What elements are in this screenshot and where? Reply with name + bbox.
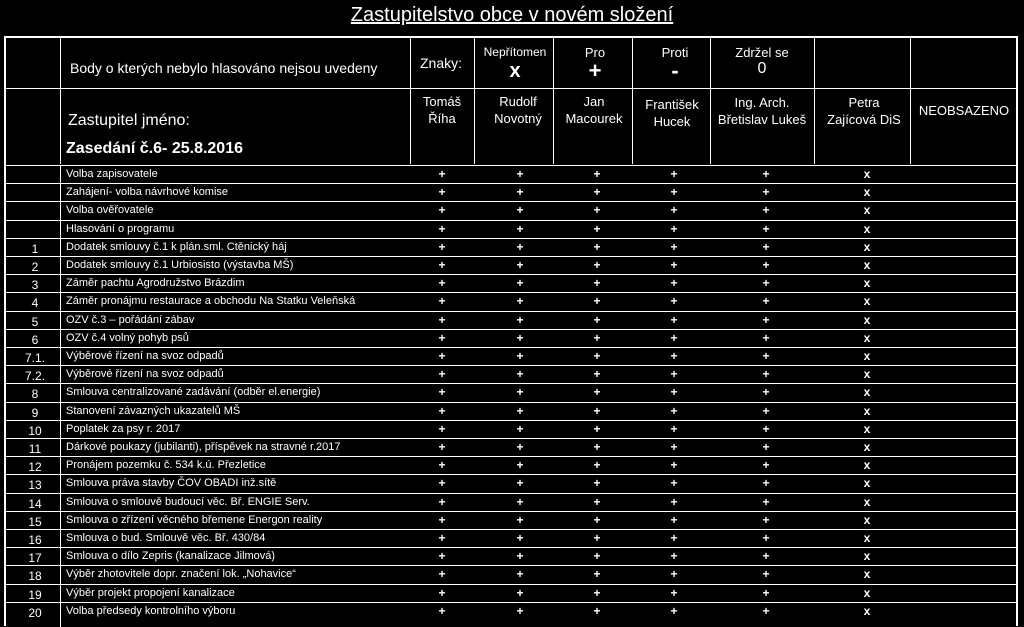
row-divider: [4, 365, 1018, 366]
vote-cell: +: [762, 385, 770, 399]
row-item-text: Poplatek za psy r. 2017: [66, 423, 181, 435]
vote-cell: +: [762, 367, 770, 381]
vote-cell: +: [438, 586, 446, 600]
vote-cell: +: [670, 331, 678, 345]
vote-cell: +: [438, 203, 446, 217]
vote-cell: +: [670, 476, 678, 490]
vote-cell: +: [670, 167, 678, 181]
vote-cell: +: [762, 404, 770, 418]
vote-cell: +: [516, 294, 524, 308]
vote-cell: +: [516, 549, 524, 563]
vote-cell: +: [438, 185, 446, 199]
vote-cell: +: [438, 513, 446, 527]
vote-cell: +: [670, 513, 678, 527]
row-number: 3: [31, 278, 39, 292]
vote-cell: +: [438, 222, 446, 236]
vote-cell: +: [762, 513, 770, 527]
row-divider: [4, 493, 1018, 494]
row-divider: [4, 201, 1018, 202]
row-item-text: Dodatek smlouvy č.1 Urbiosisto (výstavba MŠ): [66, 259, 294, 271]
vote-cell: x: [863, 604, 871, 618]
row-item-text: Smlouva centralizované zadávání (odběr el.energie): [66, 386, 321, 398]
vote-cell: +: [762, 531, 770, 545]
znaky-label: Znaky:: [420, 55, 463, 71]
row-number: 1: [31, 242, 39, 256]
legend-symbol-nepritomen: x: [509, 60, 521, 82]
zasedani-label: Zasedání č.6- 25.8.2016: [66, 140, 243, 157]
row-number: 7.1.: [24, 351, 45, 365]
intro-note: Body o kterých nebylo hlasováno nejsou uvedeny: [70, 60, 378, 76]
vote-cell: +: [516, 495, 524, 509]
vote-cell: +: [762, 276, 770, 290]
vote-cell: x: [863, 276, 871, 290]
row-item-text: Záměr pachtu Agrodružstvo Brázdim: [66, 277, 245, 289]
row-number: 6: [31, 333, 39, 347]
row-divider: [4, 511, 1018, 512]
row-item-text: Výběrové řízení na svoz odpadů: [66, 350, 224, 362]
member-6-name: Petra Zajícová DiS: [827, 95, 901, 127]
vote-cell: +: [593, 404, 601, 418]
vote-cell: +: [593, 313, 601, 327]
vote-cell: x: [863, 367, 871, 381]
vote-cell: +: [438, 567, 446, 581]
row-item-text: Dárkové poukazy (jubilanti), příspěvek na stravné r.2017: [66, 441, 341, 453]
vote-cell: +: [593, 222, 601, 236]
vote-cell: +: [438, 258, 446, 272]
row-item-text: Dodatek smlouvy č.1 k plán.sml. Ctěnický háj: [66, 241, 287, 253]
vote-cell: +: [516, 404, 524, 418]
row-divider: [4, 565, 1018, 566]
row-item-text: Smlouva práva stavby ČOV OBADI inž.sítě: [66, 477, 277, 489]
row-divider: [4, 220, 1018, 221]
vote-cell: +: [438, 549, 446, 563]
vote-cell: +: [670, 185, 678, 199]
vote-cell: x: [863, 567, 871, 581]
vote-cell: +: [516, 185, 524, 199]
vote-cell: +: [593, 476, 601, 490]
vote-cell: +: [670, 258, 678, 272]
vote-cell: +: [762, 586, 770, 600]
vote-cell: +: [762, 167, 770, 181]
vote-cell: +: [516, 604, 524, 618]
vote-cell: +: [438, 604, 446, 618]
vote-cell: +: [670, 422, 678, 436]
vote-cell: x: [863, 476, 871, 490]
row-divider: [4, 256, 1018, 257]
vote-cell: +: [762, 440, 770, 454]
vote-cell: +: [516, 422, 524, 436]
row-number: 18: [28, 569, 42, 583]
row-item-text: Zahájení- volba návrhové komise: [66, 186, 229, 198]
vote-cell: +: [593, 440, 601, 454]
vote-cell: x: [863, 404, 871, 418]
vote-cell: +: [762, 422, 770, 436]
vote-cell: +: [670, 549, 678, 563]
vote-cell: x: [863, 385, 871, 399]
row-number: 19: [28, 588, 42, 602]
row-number: 8: [31, 387, 39, 401]
vote-cell: x: [863, 440, 871, 454]
row-number: 20: [28, 606, 42, 620]
vote-cell: +: [438, 531, 446, 545]
row-number: 5: [31, 315, 39, 329]
vote-cell: x: [863, 349, 871, 363]
vote-cell: +: [762, 258, 770, 272]
member-2-name: Rudolf Novotný: [494, 94, 542, 126]
row-divider: [4, 383, 1018, 384]
row-number: 7.2.: [24, 369, 45, 383]
vote-cell: +: [762, 349, 770, 363]
vote-cell: +: [438, 349, 446, 363]
vote-cell: +: [593, 331, 601, 345]
vote-cell: +: [670, 313, 678, 327]
vote-cell: +: [762, 313, 770, 327]
vote-cell: +: [762, 458, 770, 472]
row-divider: [4, 602, 1018, 603]
row-item-text: OZV č.3 – pořádání zábav: [66, 314, 195, 326]
vote-cell: +: [762, 549, 770, 563]
row-number: 15: [28, 515, 42, 529]
vote-cell: +: [438, 385, 446, 399]
vote-cell: +: [593, 349, 601, 363]
vote-cell: +: [670, 531, 678, 545]
zastupitel-label: Zastupitel jméno:: [68, 112, 190, 129]
row-item-text: Pronájem pozemku č. 534 k.ú. Přezletice: [66, 459, 266, 471]
row-divider: [4, 165, 1018, 166]
row-item-text: Smlouva o zřízení věcného břemene Energon reality: [66, 514, 323, 526]
vote-cell: +: [593, 604, 601, 618]
vote-cell: +: [438, 367, 446, 381]
legend-symbol-zdrzel: 0: [757, 60, 767, 77]
row-number: 16: [28, 533, 42, 547]
row-divider: [4, 347, 1018, 348]
vote-cell: +: [593, 185, 601, 199]
row-number: 2: [31, 260, 39, 274]
vote-cell: +: [670, 276, 678, 290]
vote-cell: +: [438, 276, 446, 290]
vote-cell: +: [438, 458, 446, 472]
vote-cell: +: [516, 349, 524, 363]
row-number: 13: [28, 478, 42, 492]
legend-label-zdrzel: Zdržel se: [735, 45, 789, 60]
vote-cell: +: [762, 240, 770, 254]
row-number: 17: [28, 551, 42, 565]
vote-cell: +: [593, 586, 601, 600]
vote-cell: +: [438, 294, 446, 308]
vote-cell: x: [863, 458, 871, 472]
vote-cell: +: [670, 440, 678, 454]
vote-cell: +: [762, 185, 770, 199]
row-item-text: Záměr pronájmu restaurace a obchodu Na Statku Veleňská: [66, 295, 356, 307]
legend-label-proti: Proti: [661, 45, 689, 60]
vote-cell: +: [762, 604, 770, 618]
vote-cell: +: [438, 476, 446, 490]
vote-cell: x: [863, 167, 871, 181]
vote-cell: +: [593, 276, 601, 290]
vote-cell: x: [863, 185, 871, 199]
vote-cell: +: [516, 222, 524, 236]
vote-cell: +: [516, 567, 524, 581]
vote-cell: +: [670, 495, 678, 509]
vote-cell: +: [516, 167, 524, 181]
vote-cell: +: [593, 549, 601, 563]
legend-symbol-pro: +: [588, 58, 602, 83]
row-item-text: Volba ověřovatele: [66, 204, 154, 216]
vote-cell: +: [516, 258, 524, 272]
row-divider: [4, 402, 1018, 403]
row-item-text: Výběr zhotovitele dopr. značení lok. „Nohavice“: [66, 568, 296, 580]
vote-cell: x: [863, 513, 871, 527]
vote-cell: +: [670, 367, 678, 381]
row-item-text: OZV č.4 volný pohyb psů: [66, 332, 189, 344]
row-divider: [4, 584, 1018, 585]
vote-cell: +: [762, 495, 770, 509]
vote-cell: x: [863, 422, 871, 436]
vote-cell: +: [593, 458, 601, 472]
vote-cell: +: [593, 167, 601, 181]
row-number: 10: [28, 424, 42, 438]
vote-cell: +: [438, 404, 446, 418]
row-divider: [4, 292, 1018, 293]
vote-cell: x: [863, 240, 871, 254]
legend-label-nepritomen: Nepřítomen: [483, 45, 547, 59]
row-divider: [4, 438, 1018, 439]
vote-cell: +: [593, 531, 601, 545]
vote-cell: +: [593, 567, 601, 581]
row-divider: [4, 420, 1018, 421]
vote-cell: +: [670, 404, 678, 418]
member-7-name: NEOBSAZENO: [918, 103, 1010, 118]
row-number: 12: [28, 460, 42, 474]
vote-cell: +: [593, 240, 601, 254]
row-number: 9: [31, 406, 39, 420]
row-item-text: Smlouva o bud. Smlouvě věc. Bř. 430/84: [66, 532, 266, 544]
vote-cell: x: [863, 258, 871, 272]
vote-cell: x: [863, 586, 871, 600]
member-5-name: Ing. Arch. Břetislav Lukeš: [717, 95, 807, 127]
column-divider: [60, 165, 61, 627]
row-divider: [4, 547, 1018, 548]
vote-cell: +: [593, 203, 601, 217]
row-item-text: Volba předsedy kontrolního výboru: [66, 605, 236, 617]
row-item-text: Stanovení závazných ukazatelů MŠ: [66, 405, 241, 417]
vote-cell: +: [516, 367, 524, 381]
vote-cell: x: [863, 222, 871, 236]
vote-cell: +: [516, 531, 524, 545]
vote-cell: x: [863, 313, 871, 327]
row-number: 11: [28, 442, 42, 456]
row-item-text: Smlouva o dílo Zepris (kanalizace Jilmová): [66, 550, 276, 562]
vote-cell: +: [670, 586, 678, 600]
vote-cell: +: [516, 276, 524, 290]
vote-cell: +: [516, 513, 524, 527]
vote-cell: +: [670, 604, 678, 618]
vote-cell: +: [438, 440, 446, 454]
row-item-text: Volba zapisovatele: [66, 168, 158, 180]
row-item-text: Smlouva o smlouvě budoucí věc. Bř. ENGIE Serv.: [66, 496, 310, 508]
legend-symbol-proti: -: [671, 58, 679, 83]
vote-cell: +: [516, 440, 524, 454]
vote-cell: +: [516, 203, 524, 217]
vote-cell: +: [670, 240, 678, 254]
vote-cell: +: [438, 313, 446, 327]
member-3-name: Jan Macourek: [565, 94, 623, 126]
vote-cell: +: [593, 422, 601, 436]
row-divider: [4, 311, 1018, 312]
member-1-name: Tomáš Říha: [422, 94, 462, 126]
row-divider: [4, 238, 1018, 239]
vote-cell: +: [516, 586, 524, 600]
row-divider: [4, 529, 1018, 530]
vote-cell: +: [593, 294, 601, 308]
vote-cell: +: [438, 331, 446, 345]
vote-cell: +: [762, 203, 770, 217]
member-4-name: František Hucek: [645, 97, 699, 129]
vote-cell: +: [762, 294, 770, 308]
legend-label-pro: Pro: [584, 45, 606, 60]
vote-cell: +: [593, 385, 601, 399]
vote-cell: +: [438, 422, 446, 436]
vote-cell: +: [516, 331, 524, 345]
vote-cell: x: [863, 294, 871, 308]
vote-cell: +: [516, 385, 524, 399]
row-divider: [4, 329, 1018, 330]
vote-cell: x: [863, 203, 871, 217]
vote-cell: +: [516, 458, 524, 472]
vote-cell: +: [762, 222, 770, 236]
vote-cell: +: [762, 567, 770, 581]
vote-cell: +: [670, 203, 678, 217]
vote-cell: +: [670, 294, 678, 308]
vote-cell: x: [863, 331, 871, 345]
vote-cell: +: [670, 567, 678, 581]
vote-cell: x: [863, 531, 871, 545]
vote-cell: +: [670, 349, 678, 363]
row-item-text: Výběrové řízení na svoz odpadů: [66, 368, 224, 380]
vote-cell: +: [593, 258, 601, 272]
row-number: 4: [31, 296, 39, 310]
row-item-text: Hlasování o programu: [66, 223, 175, 235]
vote-cell: +: [516, 476, 524, 490]
row-item-text: Výběr projekt propojení kanalizace: [66, 587, 235, 599]
page-title: Zastupitelstvo obce v novém složení: [350, 4, 674, 26]
row-divider: [4, 183, 1018, 184]
vote-cell: +: [593, 513, 601, 527]
row-divider: [4, 274, 1018, 275]
row-divider: [4, 474, 1018, 475]
vote-cell: +: [516, 313, 524, 327]
vote-cell: +: [516, 240, 524, 254]
row-divider: [4, 456, 1018, 457]
row-number: 14: [28, 497, 42, 511]
vote-cell: +: [670, 222, 678, 236]
vote-cell: +: [762, 476, 770, 490]
vote-cell: +: [670, 458, 678, 472]
vote-cell: +: [762, 331, 770, 345]
vote-cell: +: [593, 367, 601, 381]
vote-cell: +: [670, 385, 678, 399]
vote-cell: x: [863, 495, 871, 509]
vote-cell: +: [438, 495, 446, 509]
vote-cell: +: [593, 495, 601, 509]
vote-cell: +: [438, 167, 446, 181]
vote-cell: x: [863, 549, 871, 563]
vote-cell: +: [438, 240, 446, 254]
